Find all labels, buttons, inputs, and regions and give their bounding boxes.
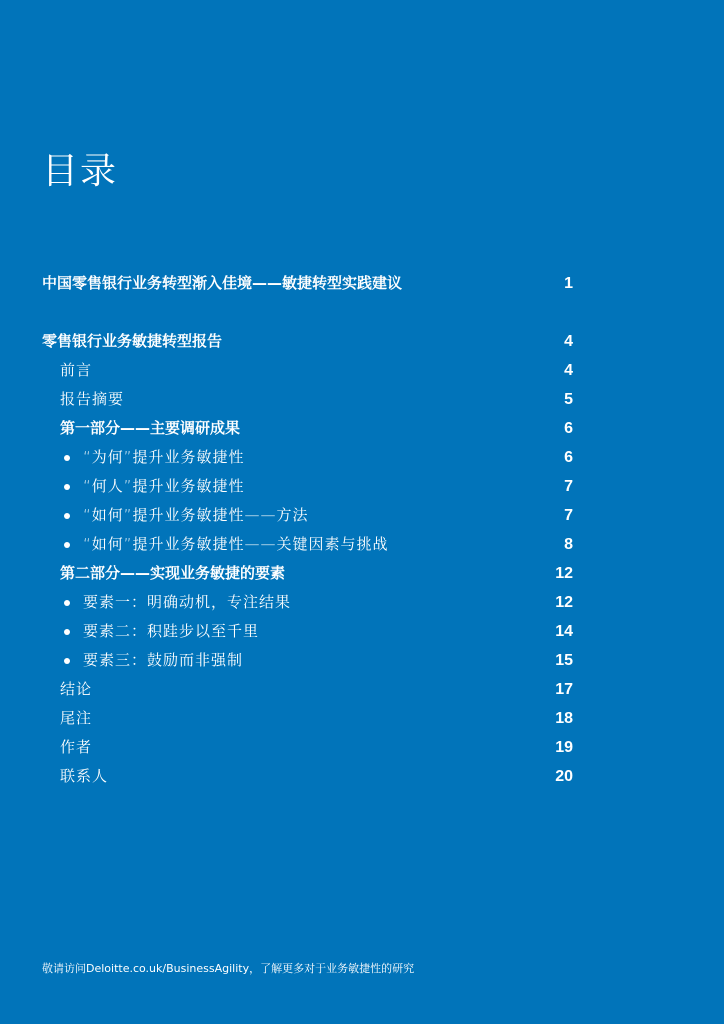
toc-entry[interactable]	[42, 385, 573, 414]
bullet-icon	[64, 600, 70, 606]
toc-entry[interactable]	[42, 356, 573, 385]
toc-entry-label: 联系人	[60, 767, 109, 785]
toc-entry[interactable]	[42, 617, 573, 646]
toc-entry-label: 尾注	[60, 709, 93, 727]
toc-entry-page: 4	[564, 362, 573, 379]
toc-entry-page: 7	[564, 478, 573, 495]
table-of-contents	[42, 269, 573, 791]
toc-entry-page: 19	[555, 739, 573, 756]
toc-entry-page: 18	[555, 710, 573, 727]
toc-entry-page: 7	[564, 507, 573, 524]
toc-entry-label: “何人”提升业务敏捷性	[83, 477, 245, 495]
toc-entry-page: 5	[564, 391, 573, 408]
toc-entry-label: 前言	[60, 361, 93, 379]
bullet-icon	[64, 658, 70, 664]
toc-entry-page: 17	[555, 681, 573, 698]
toc-entry-page: 4	[564, 333, 573, 350]
toc-entry-label: 要素三：鼓励而非强制	[83, 651, 244, 669]
toc-entry[interactable]	[42, 414, 573, 443]
toc-entry-label: 中国零售银行业务转型渐入佳境——敏捷转型实践建议	[42, 274, 403, 292]
toc-entry[interactable]	[42, 472, 573, 501]
toc-entry-label: 作者	[60, 738, 93, 756]
toc-entry-label: 零售银行业务敏捷转型报告	[42, 332, 223, 350]
toc-entry[interactable]	[42, 559, 573, 588]
toc-entry[interactable]	[42, 501, 573, 530]
toc-entry-page: 8	[564, 536, 573, 553]
toc-entry-label: “如何”提升业务敏捷性——关键因素与挑战	[83, 535, 389, 553]
toc-entry[interactable]	[42, 675, 573, 704]
toc-entry-label: 报告摘要	[60, 390, 125, 408]
bullet-icon	[64, 484, 70, 490]
toc-entry[interactable]	[42, 704, 573, 733]
toc-entry-label: 第二部分——实现业务敏捷的要素	[60, 564, 286, 582]
toc-entry[interactable]	[42, 443, 573, 472]
bullet-icon	[64, 455, 70, 461]
toc-entry[interactable]	[42, 269, 573, 298]
page-title: 目录	[42, 151, 119, 192]
toc-entry-page: 14	[555, 623, 573, 640]
toc-entry[interactable]	[42, 646, 573, 675]
toc-entry-label: 要素二：积跬步以至千里	[83, 622, 260, 640]
bullet-icon	[64, 513, 70, 519]
toc-entry[interactable]	[42, 327, 573, 356]
toc-entry-page: 12	[555, 565, 573, 582]
toc-entry-page: 12	[555, 594, 573, 611]
toc-entry-page: 6	[564, 449, 573, 466]
footer-note: 敬请访问Deloitte.co.uk/BusinessAgility，了解更多对于业务敏捷性的研究	[42, 962, 415, 975]
toc-entry[interactable]	[42, 762, 573, 791]
toc-entry[interactable]	[42, 733, 573, 762]
toc-entry[interactable]	[42, 588, 573, 617]
bullet-icon	[64, 542, 70, 548]
toc-entry-label: “为何”提升业务敏捷性	[83, 448, 245, 466]
toc-entry-page: 6	[564, 420, 573, 437]
toc-entry-page: 1	[564, 275, 573, 292]
toc-entry-page: 20	[555, 768, 573, 785]
toc-entry-label: 结论	[60, 680, 93, 698]
toc-entry-page: 15	[555, 652, 573, 669]
bullet-icon	[64, 629, 70, 635]
toc-entry-label: 要素一：明确动机，专注结果	[83, 593, 292, 611]
toc-entry-label: 第一部分——主要调研成果	[60, 419, 241, 437]
toc-entry[interactable]	[42, 530, 573, 559]
toc-entry-label: “如何”提升业务敏捷性——方法	[83, 506, 309, 524]
